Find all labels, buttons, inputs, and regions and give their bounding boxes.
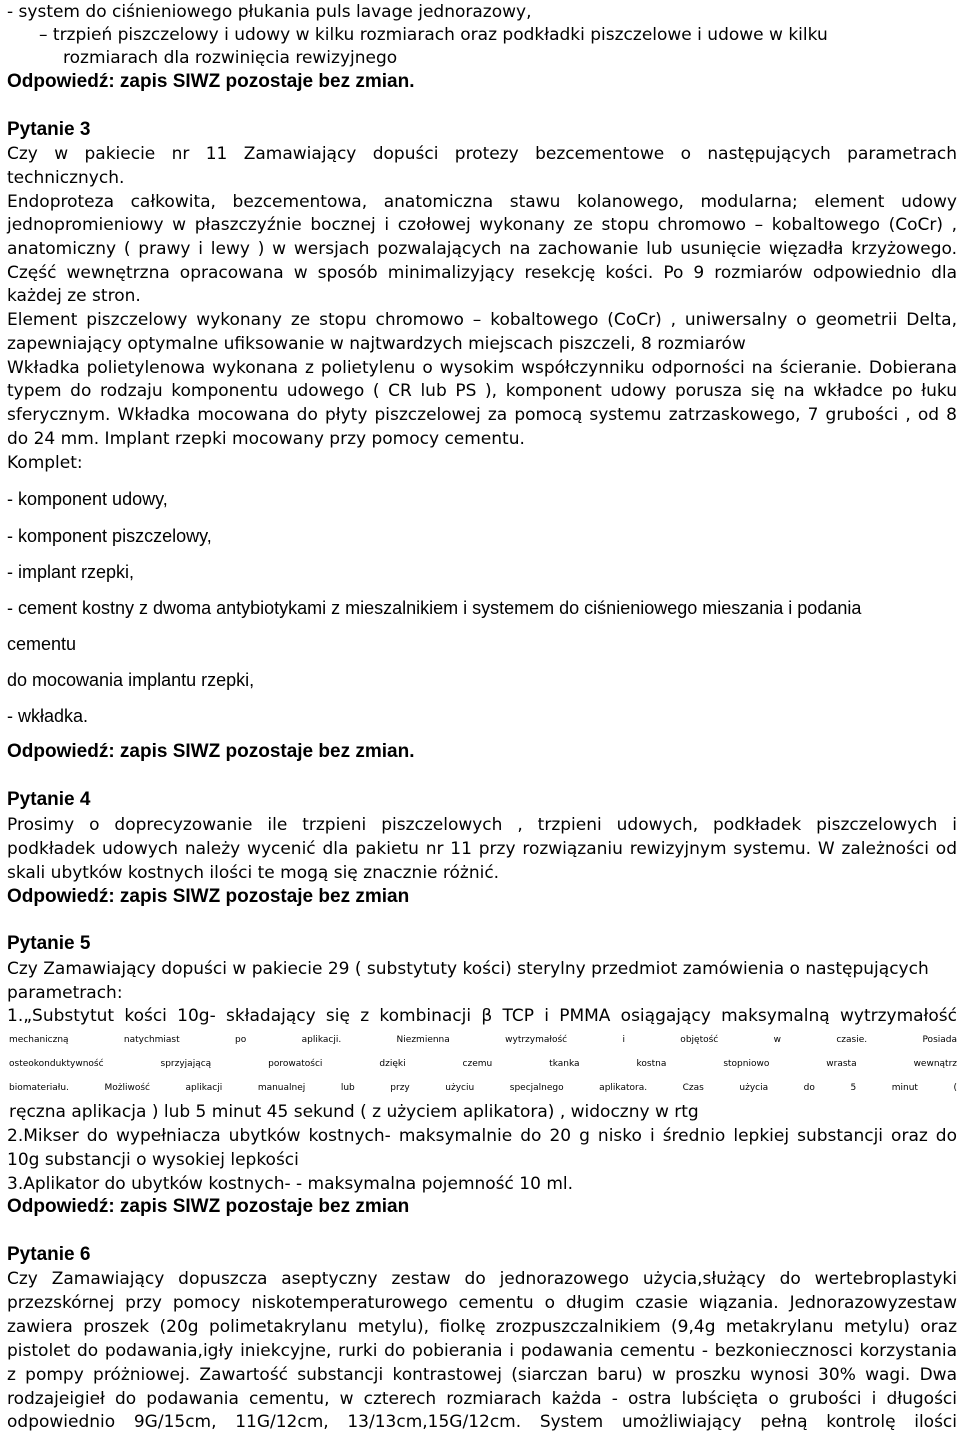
list-item: - komponent udowy, <box>7 489 168 509</box>
answer-line: Odpowiedź: zapis SIWZ pozostaje bez zmian <box>7 886 410 907</box>
q3-paragraph: typem do rodzaju komponentu udowego ( CR lub PS ), komponent udowy porusza się na wkładce po łuku <box>7 381 957 401</box>
q3-paragraph: Element piszczelowy wykonany ze stopu chromowo – kobaltowego (CoCr) , uniwersalny o geometrii Delta, <box>7 310 957 330</box>
list-item: - wkładka. <box>7 706 89 726</box>
q6-paragraph: przezskórnej przy pomocy niskotemperaturowego cementu o długim czasie wiązania. Jednorazowyzestaw <box>7 1293 957 1313</box>
question-6-heading: Pytanie 6 <box>7 1244 91 1265</box>
q3-paragraph: anatomiczny ( prawy i lewy ) w wersjach pozwalających na zachowanie lub usunięcie więzadła krzyżowego. <box>7 239 957 259</box>
q3-paragraph: do 24 mm. Implant rzepki mocowany przy pomocy cementu. <box>7 429 525 449</box>
q5-item: 3.Aplikator do ubytków kostnych- - maksymalna pojemność 10 ml. <box>7 1174 574 1194</box>
answer-line: Odpowiedź: zapis SIWZ pozostaje bez zmian. <box>7 71 415 92</box>
answer-line: Odpowiedź: zapis SIWZ pozostaje bez zmian <box>7 1196 410 1217</box>
question-3-heading: Pytanie 3 <box>7 119 91 140</box>
q6-paragraph: pistolet do podawania,igły iniekcyjne, rurki do pobierania i podawania cementu - bezkoniecznosci korzystania <box>7 1341 957 1361</box>
q5-item-continuation: biomateriału. Możliwość aplikacji manualnej lub przy użyciu specjalnego aplikatora. Czas użycia do 5 minut ( <box>9 1083 957 1093</box>
q4-paragraph: skali ubytków kostnych ilości te mogą się znacznie różnić. <box>7 863 500 883</box>
q3-paragraph: każdej ze stron. <box>7 286 141 306</box>
q3-paragraph: zapewniający optymalne ufiksowanie w najtwardzych miejscach piszczeli, 8 rozmiarów <box>7 334 746 354</box>
q5-item: 2.Mikser do wypełniacza ubytków kostnych- maksymalnie do 20 g nisko i średnio lepkiej substancji oraz do <box>7 1126 957 1146</box>
list-item: - cement kostny z dwoma antybiotykami z mieszalnikiem i systemem do ciśnieniowego mieszania i podania <box>7 598 862 618</box>
q3-intro: Czy w pakiecie nr 11 Zamawiający dopuści protezy bezcementowe o następujących parametrach <box>7 144 957 164</box>
q5-item-continuation: osteokonduktywność sprzyjającą porowatości dzięki czemu tkanka kostna stopniowo wrasta wewnątrz <box>9 1059 957 1069</box>
q6-paragraph: rodzajeigieł do podawania cementu, w czterech rozmiarach każda - ostra lubścięta o grubości i długości <box>7 1389 957 1409</box>
q6-paragraph: odpowiednio 9G/15cm, 11G/12cm, 13/13cm,15G/12cm. System umożliwiający pełną kontrolę ilości <box>7 1412 957 1432</box>
list-item: – trzpień piszczelowy i udowy w kilku rozmiarach oraz podkładki piszczelowe i udowe w kilku <box>39 25 828 45</box>
q4-paragraph: Prosimy o doprecyzowanie ile trzpieni piszczelowych , trzpieni udowych, podkładek piszczelowych i <box>7 815 957 835</box>
q3-paragraph: Wkładka polietylenowa wykonana z polietylenu o wysokim współczynniku odporności na ścieranie. Dobierana <box>7 358 957 378</box>
q5-item-continuation: 10g substancji o wysokiej lepkości <box>7 1150 299 1170</box>
list-item-continuation: do mocowania implantu rzepki, <box>7 670 255 690</box>
answer-line: Odpowiedź: zapis SIWZ pozostaje bez zmian. <box>7 741 415 762</box>
q3-paragraph: Część wewnętrzna opracowana w sposób minimalizyjący resekcję kości. Po 9 rozmiarów odpowiednio dla <box>7 263 957 283</box>
q3-paragraph: sferycznym. Wkładka mocowana do płyty piszczelowej za pomocą systemu zatrzaskowego, 7 grubości , od 8 <box>7 405 957 425</box>
list-item-continuation: rozmiarach dla rozwinięcia rewizyjnego <box>63 48 398 68</box>
list-item: - system do ciśnieniowego płukania puls lavage jednorazowy, <box>7 2 532 22</box>
q3-paragraph: Endoproteza całkowita, bezcementowa, anatomiczna stawu kolanowego, modularna; element udowy <box>7 192 957 212</box>
q3-paragraph: jednopromieniowy w płaszczyźnie bocznej i czołowej wykonany ze stopu chromowo – kobaltowego (CoCr) , <box>7 215 957 235</box>
question-5-heading: Pytanie 5 <box>7 933 91 954</box>
q5-item: 1.„Substytut kości 10g- składający się z kombinacji β TCP i PMMA osiągający maksymalną wytrzymałość <box>7 1006 957 1026</box>
q6-paragraph: zawiera proszek (20g polimetakrylanu metylu), fiolkę zrozpuszczalnikiem (9,4g metakrylanu metylu) oraz <box>7 1317 957 1337</box>
list-item: - komponent piszczelowy, <box>7 526 212 546</box>
q3-intro: technicznych. <box>7 168 125 188</box>
list-item: - implant rzepki, <box>7 562 135 582</box>
q5-item-continuation: ręczna aplikacja ) lub 5 minut 45 sekund ( z użyciem aplikatora) , widoczny w rtg <box>9 1102 699 1122</box>
q5-intro: parametrach: <box>7 983 123 1003</box>
question-4-heading: Pytanie 4 <box>7 789 91 810</box>
q6-paragraph: Czy Zamawiający dopuszcza aseptyczny zestaw do jednorazowego użycia,służący do wertebroplastyki <box>7 1269 957 1289</box>
q6-paragraph: z pompy próżniowej. Zawartość substancji kontrastowej (siarczan baru) w proszku wynosi 30% wagi. Dwa <box>7 1365 957 1385</box>
q3-komplet-label: Komplet: <box>7 453 83 473</box>
q5-intro: Czy Zamawiający dopuści w pakiecie 29 ( substytuty kości) sterylny przedmiot zamówienia o następujących <box>7 959 929 979</box>
q4-paragraph: podkładek udowych należy wycenić dla pakietu nr 11 przy rozwiązaniu rewizyjnym systemu. W zależności od <box>7 839 957 859</box>
list-item-continuation: cementu <box>7 634 77 654</box>
q5-item-continuation: mechaniczną natychmiast po aplikacji. Niezmienna wytrzymałość i objętość w czasie. Posiada <box>9 1035 957 1045</box>
